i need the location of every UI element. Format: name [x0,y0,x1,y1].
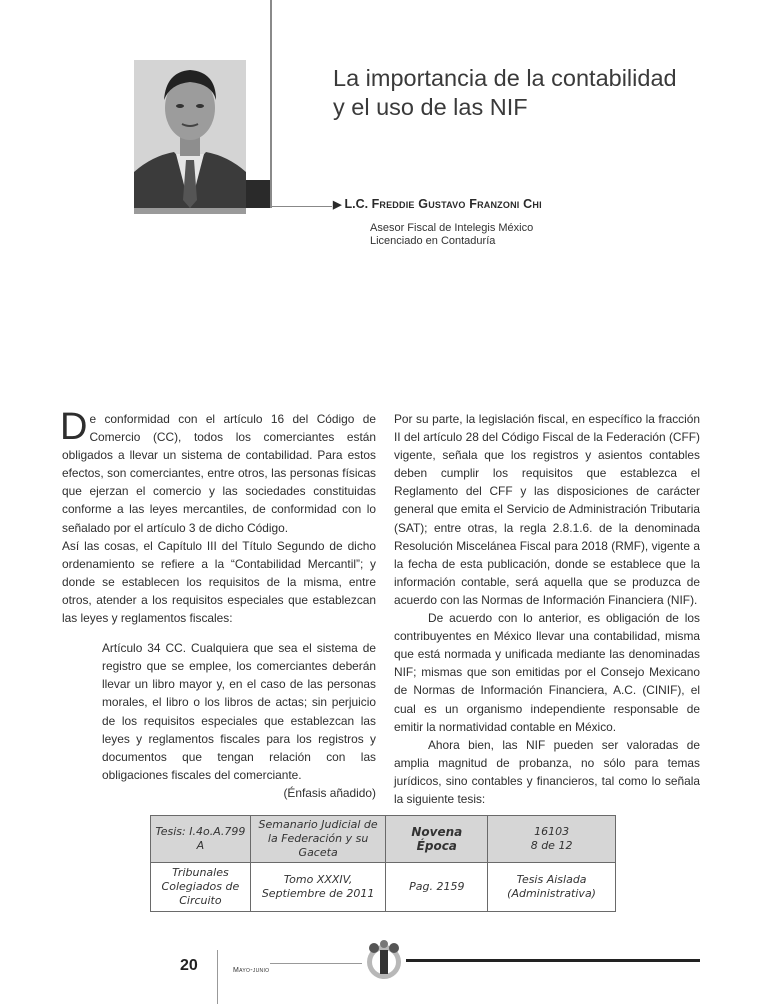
author-rule [272,206,332,207]
author-role-1: Asesor Fiscal de Intelegis México [370,222,534,234]
table-cell: Tesis: I.4o.A.799 A [151,816,251,863]
table-cell: Tesis Aislada (Administrativa) [488,863,616,912]
header-vertical-rule [270,0,272,208]
footer-rule-thick [406,959,700,962]
paragraph-5: Ahora bien, las NIF pueden ser valoradas de amplia magnitud de probanza, no sólo para temas jurídicos, sino contables y financieros, tal como lo señala la siguiente tesis: [394,737,700,806]
table-cell: Pag. 2159 [386,863,488,912]
table-cell: Tribunales Colegiados de Circuito [151,863,251,912]
photo-shadow-bar [134,208,246,214]
triangle-right-icon: ▶ [333,199,342,211]
table-cell: 16103 8 de 12 [488,816,616,863]
decorative-dark-block [246,180,270,208]
body-column-right [394,410,700,808]
drop-cap: D [60,406,88,448]
page-number: 20 [180,957,198,974]
table-cell: Semanario Judicial de la Federación y su Gaceta [250,816,386,863]
table-cell: Tomo XXXIV, Septiembre de 2011 [250,863,386,912]
author-role-2: Licenciado en Contaduría [370,235,496,247]
emphasis-note: (Énfasis añadido) [283,785,376,800]
issue-label: Mayo-junio [233,967,270,974]
author-byline [333,197,542,211]
author-photo [134,60,246,208]
paragraph-2: Así las cosas, el Capítulo III del Título Segundo de dicho ordenamiento se refiere a la “Contabilidad Mercantil”; y donde se establecen los requisitos de la misma, entre otros, atender a los requisitos especiales que establezcan las leyes y reglamentos fiscales: [62,538,376,626]
publisher-logo-icon [360,938,408,984]
title-line-1: La importancia de la contabilidad [333,65,677,91]
block-quote: Artículo 34 CC. Cualquiera que sea el sistema de registro que se emplee, los comerciantes deberán llevar un libro mayor y, en el caso de las personas morales, el libro o los libros de actas; sin perjuicio de los requisitos especiales que establezcan las leyes y reglamentos fiscales para los registros y documentos que tengan relación con las obligaciones fiscales del comerciante. [102,641,376,782]
paragraph-3: Por su parte, la legislación fiscal, en específico la fracción II del artículo 28 del Código Fiscal de la Federación (CFF) vigente, señala que los registros y asientos contables deben cumplir los requisitos que establezca el Reglamento del CFF y las disposiciones de carácter general que emita el Servicio de Administración Tributaria (SAT); entre otras, la regla 2.8.1.6. de la denominada Resolución Miscelánea Fiscal para 2018 (RMF), vigente a la fecha de esta publicación, donde se establece que la información contable, será aquella que se produzca de acuerdo con las Normas de Información Financiera (NIF). [394,412,700,607]
table-cell: Novena Época [386,816,488,863]
author-prefix: L.C. [344,197,369,211]
paragraph-1-text: e conformidad con el artículo 16 del Código de Comercio (CC), todos los comerciantes están obligados a llevar un sistema de contabilidad. Para estos efectos, son comerciantes, entre otros, las personas físicas que ejerzan el comercio y las sociedades constituidas conforme a las leyes mercantiles, de conformidad con lo señalado por el artículo 3 de dicho Código. [62,412,376,535]
footer-divider [217,950,218,1004]
body-column-left [60,406,376,802]
table-row [151,816,616,863]
author-credentials [370,222,533,248]
footer-rule-thin [270,963,362,964]
paragraph-1 [60,406,376,537]
article-title [333,64,713,122]
thesis-table [150,815,616,912]
paragraph-4: De acuerdo con lo anterior, es obligación de los contribuyentes en México llevar una contabilidad, misma que está normada y unificada mediante las denominadas NIF; mismas que son emitidas por el Consejo Mexicano de Normas de Información Financiera, A.C. (CINIF), el cual es un organismo independiente responsable de emitir la normatividad contable en México. [394,611,700,734]
table-row [151,863,616,912]
title-line-2: y el uso de las NIF [333,94,528,120]
author-name: Freddie Gustavo Franzoni Chi [371,197,542,211]
